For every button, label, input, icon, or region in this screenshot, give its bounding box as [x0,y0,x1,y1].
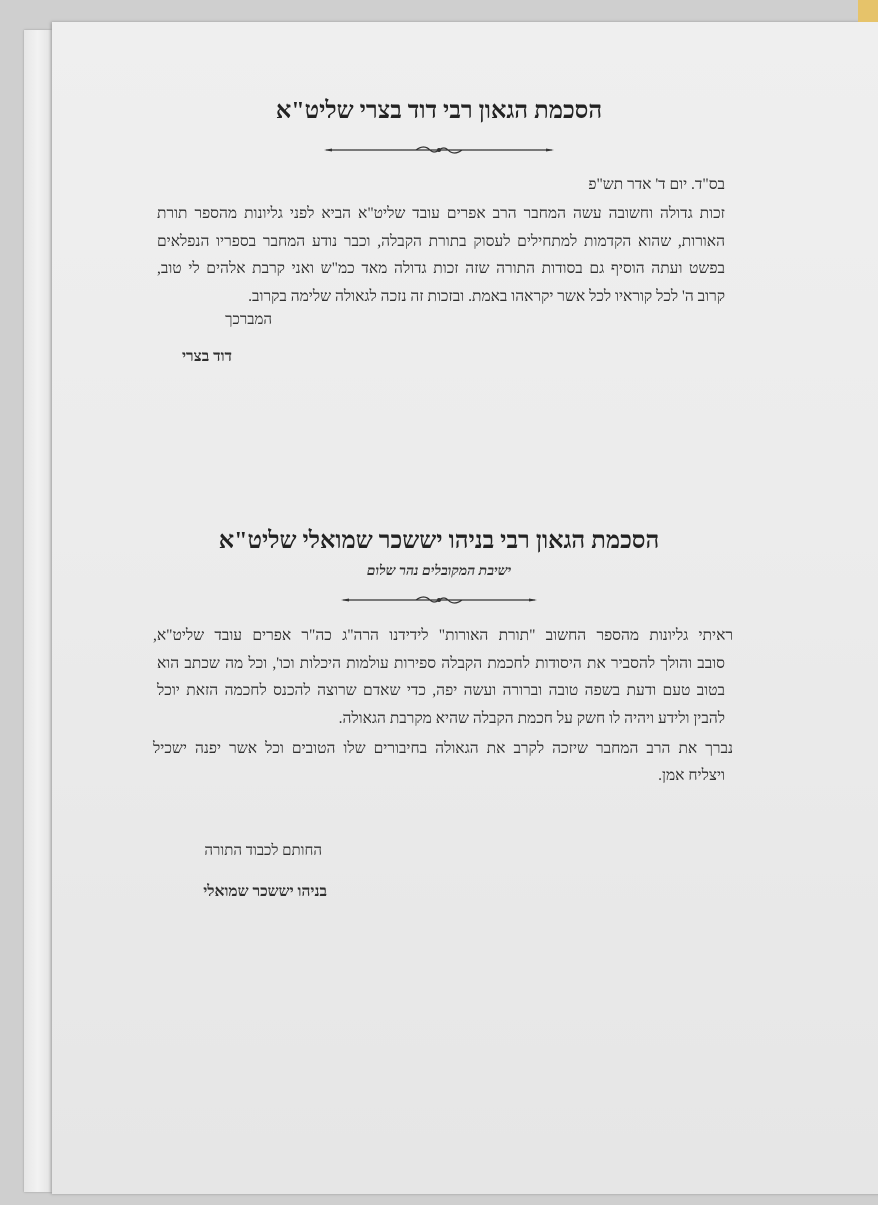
signature: בניהו יששכר שמואלי [203,883,327,900]
paragraph-line: קרוב ה' לכל קוראיו לכל אשר יקראהו באמת. ובזכות זה נזכה לגאולה שלימה בקרוב. [248,288,725,305]
paragraph-line: להבין ולידע ויהיה לו חשק על חכמת הקבלה שהיא מקרבת הגאולה. [338,710,725,727]
closing-text: המברכך [225,312,272,328]
section2-title: הסכמת הגאון רבי בניהו יששכר שמואלי שליט"א [218,528,660,554]
paragraph-line: בטוב טעם ודעת בשפה טובה וברורה ועשה יפה, כדי שאדם שרוצה להכנס לחכמה הזאת יוכל [157,682,725,699]
signature: דוד בצרי [181,348,232,365]
document-page [52,22,878,1194]
date-line: בס"ד. יום ד' אדר תש"פ [588,176,725,193]
paragraph-line: בפשט ועתה הוסיף גם בסודות התורה שזה זכות גדולה מאד כמ"ש ואני קרבת אלהים לי טוב, [157,260,725,277]
section2-subtitle: ישיבת המקובלים נהר שלום [366,564,512,579]
paragraph-line: האורות, שהוא הקדמות למתחילים לעסוק בתורת הקבלה, וכבר נודע המחבר בספריו הנפלאים [157,233,725,250]
paragraph-line: נברך את הרב המחבר שיזכה לקרב את הגאולה בחיבורים שלו הטובים וכל אשר יפנה ישכיל [153,740,733,757]
paragraph-line: ויצליח אמן. [658,767,725,784]
ornament-divider-icon [0,143,878,157]
paragraph-line: זכות גדולה וחשובה עשה המחבר הרב אפרים עובד שליט"א הביא לפני גליונות מהספר תורת [157,205,725,222]
section1-title: הסכמת הגאון רבי דוד בצרי שליט"א [275,98,603,124]
ornament-divider-icon [0,593,878,607]
paragraph-line: ראיתי גליונות מהספר החשוב "תורת האורות" לידידנו הרה"ג כה"ר אפרים עובד שליט"א, [153,627,733,644]
book-cover-corner [858,0,878,22]
closing-text: החותם לכבוד התורה [204,843,322,859]
paragraph-line: סובב והולך להסביר את היסודות לחכמת הקבלה ספירות עולמות היכלות וכו', וכל מה שכתב הוא [157,655,725,672]
